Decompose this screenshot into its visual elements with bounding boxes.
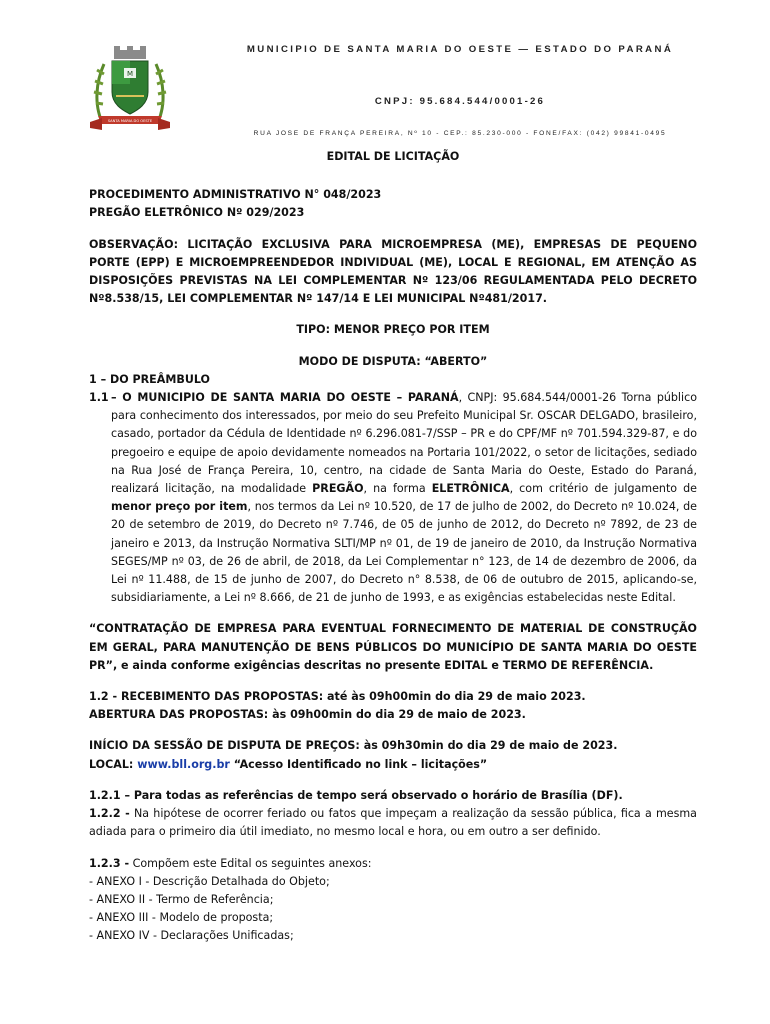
item-1-2-2-text: Na hipótese de ocorrer feriado ou fatos que impeçam a realização da sessão pública, fica a mesma adiada para o primeiro dia útil imediato, no mesmo local e hora, ou em outro a ser definido. bbox=[89, 807, 697, 839]
preambulo-heading: 1 – DO PREÂMBULO bbox=[89, 372, 210, 386]
procedimento-line: PROCEDIMENTO ADMINISTRATIVO N° 048/2023 bbox=[89, 188, 382, 202]
anexo-list-item: - ANEXO II - Termo de Referência; bbox=[89, 892, 274, 906]
item-1-1-text-b: , na forma bbox=[363, 482, 432, 496]
item-1-1-bold-pregao: PREGÃO bbox=[312, 482, 364, 496]
header-address: RUA JOSE DE FRANÇA PEREIRA, Nº 10 - CEP.: 85.230-000 - FONE/FAX: (042) 99841-0495 bbox=[253, 130, 667, 137]
header-municipality: MUNICIPIO DE SANTA MARIA DO OESTE — ESTADO DO PARANÁ bbox=[246, 44, 674, 55]
abertura-propostas-line: ABERTURA DAS PROPOSTAS: às 09h00min do dia 29 de maio de 2023. bbox=[89, 708, 526, 722]
item-1-2-1-line: 1.2.1 – Para todas as referências de tempo será observado o horário de Brasília (DF). bbox=[89, 788, 623, 802]
item-1-1-paragraph bbox=[89, 389, 697, 607]
modo-disputa-line: MODO DE DISPUTA: “ABERTO” bbox=[298, 354, 488, 368]
item-1-1-text-a: , CNPJ: 95.684.544/0001-26 Torna público para conhecimento dos interessados, por meio do seu Prefeito Municipal Sr. OSCAR DELGADO, brasileiro, casado, portador da Cédula de Identidade nº 6.296.081-7/SSP – PR e do CPF/MF nº 701.594.329-87, e do pregoeiro e equipe de apoio devidamente nomeados na Portaria 101/2022, o setor de licitações, sediado na Rua José de França Pereira, 10, centro, na cidade de Santa Maria do Oeste, Estado do Paraná, realizará licitação, na modalidade bbox=[111, 391, 697, 496]
item-1-1-bold-menor-preco: menor preço por item bbox=[111, 500, 248, 514]
local-rest: “Acesso Identificado no link – licitações” bbox=[229, 757, 488, 771]
anexo-list-item: - ANEXO IV - Declarações Unificadas; bbox=[89, 929, 294, 943]
item-1-1-bold-eletronica: ELETRÔNICA bbox=[431, 482, 510, 496]
item-1-1-text-d: , nos termos da Lei nº 10.520, de 17 de julho de 2002, do Decreto nº 10.024, de 20 de setembro de 2019, do Decreto nº 7.746, de 05 de junho de 2012, do Decreto nº 7892, de 23 de janeiro e 2013, da Instrução Normativa SLTI/MP nº 01, de 19 de janeiro de 2010, da Instrução Normativa SEGES/MP nº 03, de 26 de abril, de 2018, da Lei Complementar n° 123, de 14 de dezembro de 2006, da Lei nº 11.488, de 15 de junho de 2007, do Decreto n° 8.538, de 06 de outubro de 2015, aplicando-se, subsidiariamente, a Lei nº 8.666, de 21 de junho de 1993, e as exigências estabelecidas neste Edital. bbox=[111, 500, 697, 605]
item-1-1-number: 1.1 bbox=[89, 391, 109, 405]
observacao-paragraph: OBSERVAÇÃO: LICITAÇÃO EXCLUSIVA PARA MICROEMPRESA (ME), EMPRESAS DE PEQUENO PORTE (EPP) E MICROEMPREENDEDOR INDIVIDUAL (ME), LOCAL E REGIONAL, EM ATENÇÃO AS DISPOSIÇÕES PREVISTAS NA LEI COMPLEMENTAR Nº 123/06 REGULAMENTADA PELO DECRETO Nº8.538/15, LEI COMPLEMENTAR Nº 147/14 E LEI MUNICIPAL Nº481/2017. bbox=[89, 237, 697, 306]
item-1-2-3-text: Compõem este Edital os seguintes anexos: bbox=[129, 856, 372, 870]
item-1-2-2-number: 1.2.2 - bbox=[89, 807, 130, 821]
local-label: LOCAL: bbox=[89, 757, 138, 771]
anexo-list-item: - ANEXO III - Modelo de proposta; bbox=[89, 911, 274, 925]
pregao-line: PREGÃO ELETRÔNICO Nº 029/2023 bbox=[89, 206, 305, 220]
item-1-2-2-paragraph bbox=[89, 805, 697, 841]
recebimento-propostas-line: 1.2 - RECEBIMENTO DAS PROPOSTAS: até às 09h00min do dia 29 de maio 2023. bbox=[89, 690, 586, 704]
item-1-1-text-c: , com critério de julgamento de bbox=[509, 482, 698, 496]
logo-ribbon-text: SANTA MARIA DO OESTE bbox=[107, 119, 153, 123]
item-1-2-3-number: 1.2.3 - bbox=[89, 856, 130, 870]
document-body bbox=[89, 148, 697, 946]
svg-text:M: M bbox=[126, 70, 134, 78]
item-1-1-lead: – O MUNICIPIO DE SANTA MARIA DO OESTE – PARANÁ bbox=[111, 391, 459, 405]
anexo-list-item: - ANEXO I - Descrição Detalhada do Objeto; bbox=[89, 874, 330, 888]
bll-link[interactable]: www.bll.org.br bbox=[137, 757, 230, 771]
municipal-coat-of-arms-logo bbox=[88, 44, 172, 132]
header-cnpj: CNPJ: 95.684.544/0001-26 bbox=[374, 96, 546, 107]
inicio-sessao-line: INÍCIO DA SESSÃO DE DISPUTA DE PREÇOS: às 09h30min do dia 29 de maio de 2023. bbox=[89, 739, 618, 753]
local-line bbox=[89, 756, 697, 774]
item-1-2-3-line bbox=[89, 855, 697, 873]
objeto-paragraph: “CONTRATAÇÃO DE EMPRESA PARA EVENTUAL FORNECIMENTO DE MATERIAL DE CONSTRUÇÃO EM GERAL, PARA MANUTENÇÃO DE BENS PÚBLICOS DO MUNICÍPIO DE SANTA MARIA DO OESTE PR”, e ainda conforme exigências descritas no presente EDITAL e TERMO DE REFERÊNCIA. bbox=[89, 622, 697, 672]
tipo-line: TIPO: MENOR PREÇO POR ITEM bbox=[296, 323, 490, 337]
document-title: EDITAL DE LICITAÇÃO bbox=[326, 150, 460, 163]
